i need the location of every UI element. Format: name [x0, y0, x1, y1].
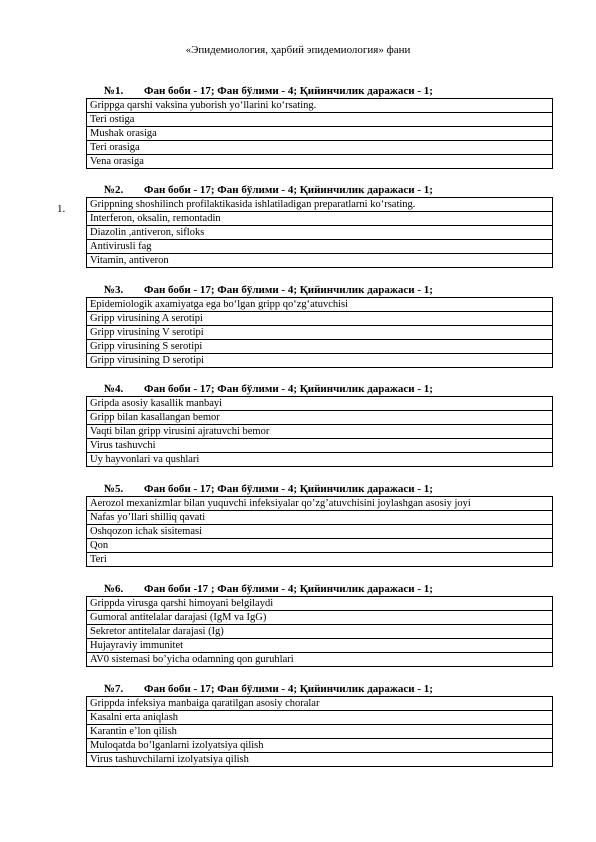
answer-option: Gripp virusining A serotipi: [87, 312, 553, 326]
question-table: [86, 98, 553, 169]
question-table: [86, 696, 553, 767]
question-header: [104, 84, 553, 98]
answer-row: [87, 326, 553, 340]
question-text: Grippda virusga qarshi himoyani belgilaydi: [87, 597, 553, 611]
answer-option: Sekretor antitelalar darajasi (Ig): [87, 625, 553, 639]
answer-row: [87, 354, 553, 368]
answer-option: Teri: [87, 553, 553, 567]
answer-option: Karantin e’lon qilish: [87, 725, 553, 739]
answer-option: Gumoral antitelalar darajasi (IgM va IgG): [87, 611, 553, 625]
answer-row: [87, 340, 553, 354]
question-meta: Фан боби - 17; Фан бўлими - 4; Қийинчилик даражаси - 1;: [144, 483, 433, 495]
answer-option: AV0 sistemasi bo’yicha odamning qon guruhlari: [87, 653, 553, 667]
answer-row: [87, 725, 553, 739]
question-text: Grippga qarshi vaksina yuborish yo‘llarini ko‘rsating.: [87, 99, 553, 113]
question-row: [87, 697, 553, 711]
answer-option: Muloqatda bo’lganlarni izolyatsiya qilish: [87, 739, 553, 753]
list-number-marker: 1.: [57, 203, 66, 215]
question-text: Grippda infeksiya manbaiga qaratilgan asosiy choralar: [87, 697, 553, 711]
question-table: [86, 496, 553, 567]
answer-row: [87, 511, 553, 525]
question-table: [86, 596, 553, 667]
question-text: Grippning shoshilinch profilaktikasida ishlatiladigan preparatlarni ko‘rsating.: [87, 198, 553, 212]
answer-row: [87, 611, 553, 625]
question-block: [86, 283, 553, 368]
question-meta: Фан боби -17 ; Фан бўлими - 4; Қийинчилик даражаси - 1;: [144, 583, 433, 595]
answer-option: Vitamin, antiveron: [87, 254, 553, 268]
question-row: [87, 99, 553, 113]
question-row: [87, 597, 553, 611]
question-block: [86, 84, 553, 169]
answer-row: [87, 113, 553, 127]
answer-option: Nafas yo’llari shilliq qavati: [87, 511, 553, 525]
question-header: [104, 183, 553, 197]
answer-row: [87, 226, 553, 240]
answer-row: [87, 439, 553, 453]
answer-option: Antivirusli fag: [87, 240, 553, 254]
answer-option: Hujayraviy immunitet: [87, 639, 553, 653]
question-header: [104, 482, 553, 496]
answer-option: Virus tashuvchi: [87, 439, 553, 453]
answer-row: [87, 753, 553, 767]
answer-row: [87, 254, 553, 268]
question-row: [87, 397, 553, 411]
answer-option: Qon: [87, 539, 553, 553]
question-row: [87, 298, 553, 312]
answer-row: [87, 653, 553, 667]
answer-option: Interferon, oksalin, remontadin: [87, 212, 553, 226]
question-row: [87, 198, 553, 212]
answer-row: [87, 212, 553, 226]
question-meta: Фан боби - 17; Фан бўлими - 4; Қийинчилик даражаси - 1;: [144, 683, 433, 695]
question-header: [104, 582, 553, 596]
question-number: №4.: [104, 383, 124, 395]
question-block: [86, 582, 553, 667]
answer-option: Vaqti bilan gripp virusini ajratuvchi bemor: [87, 425, 553, 439]
question-number: №7.: [104, 683, 124, 695]
answer-row: [87, 425, 553, 439]
document-title: «Эпидемиология, ҳарбий эпидемиология» фани: [185, 44, 411, 56]
answer-row: [87, 739, 553, 753]
question-table: [86, 197, 553, 268]
answer-row: [87, 411, 553, 425]
answer-row: [87, 240, 553, 254]
question-block: [86, 382, 553, 467]
answer-row: [87, 625, 553, 639]
answer-row: [87, 453, 553, 467]
question-text: Aerozol mexanizmlar bilan yuquvchi infeksiyalar qo’zg’atuvchisini joylashgan asosiy joyi: [87, 497, 553, 511]
answer-option: Kasalni erta aniqlash: [87, 711, 553, 725]
answer-option: Vena orasiga: [87, 155, 553, 169]
answer-option: Gripp bilan kasallangan bemor: [87, 411, 553, 425]
answer-option: Gripp virusining S serotipi: [87, 340, 553, 354]
answer-option: Gripp virusining D serotipi: [87, 354, 553, 368]
question-meta: Фан боби - 17; Фан бўлими - 4; Қийинчилик даражаси - 1;: [144, 85, 433, 97]
answer-row: [87, 639, 553, 653]
question-table: [86, 297, 553, 368]
question-header: [104, 382, 553, 396]
question-number: №5.: [104, 483, 124, 495]
answer-option: Uy hayvonlari va qushlari: [87, 453, 553, 467]
question-text: Epidemiologik axamiyatga ega bo‘lgan gripp qo‘zg‘atuvchisi: [87, 298, 553, 312]
answer-row: [87, 525, 553, 539]
answer-option: Teri orasiga: [87, 141, 553, 155]
answer-option: Teri ostiga: [87, 113, 553, 127]
question-text: Gripda asosiy kasallik manbayi: [87, 397, 553, 411]
answer-row: [87, 539, 553, 553]
question-block: [86, 682, 553, 767]
question-number: №3.: [104, 284, 124, 296]
question-header: [104, 283, 553, 297]
question-meta: Фан боби - 17; Фан бўлими - 4; Қийинчилик даражаси - 1;: [144, 284, 433, 296]
question-table: [86, 396, 553, 467]
answer-row: [87, 141, 553, 155]
answer-option: Diazolin ,antiveron, sifloks: [87, 226, 553, 240]
question-block: [86, 183, 553, 268]
question-row: [87, 497, 553, 511]
answer-row: [87, 711, 553, 725]
answer-row: [87, 312, 553, 326]
question-number: №1.: [104, 85, 124, 97]
answer-option: Oshqozon ichak sisitemasi: [87, 525, 553, 539]
question-meta: Фан боби - 17; Фан бўлими - 4; Қийинчилик даражаси - 1;: [144, 184, 433, 196]
answer-row: [87, 553, 553, 567]
question-meta: Фан боби - 17; Фан бўлими - 4; Қийинчилик даражаси - 1;: [144, 383, 433, 395]
answer-option: Gripp virusining V serotipi: [87, 326, 553, 340]
answer-row: [87, 127, 553, 141]
question-block: [86, 482, 553, 567]
question-header: [104, 682, 553, 696]
answer-row: [87, 155, 553, 169]
answer-option: Virus tashuvchilarni izolyatsiya qilish: [87, 753, 553, 767]
question-number: №6.: [104, 583, 124, 595]
question-number: №2.: [104, 184, 124, 196]
answer-option: Mushak orasiga: [87, 127, 553, 141]
